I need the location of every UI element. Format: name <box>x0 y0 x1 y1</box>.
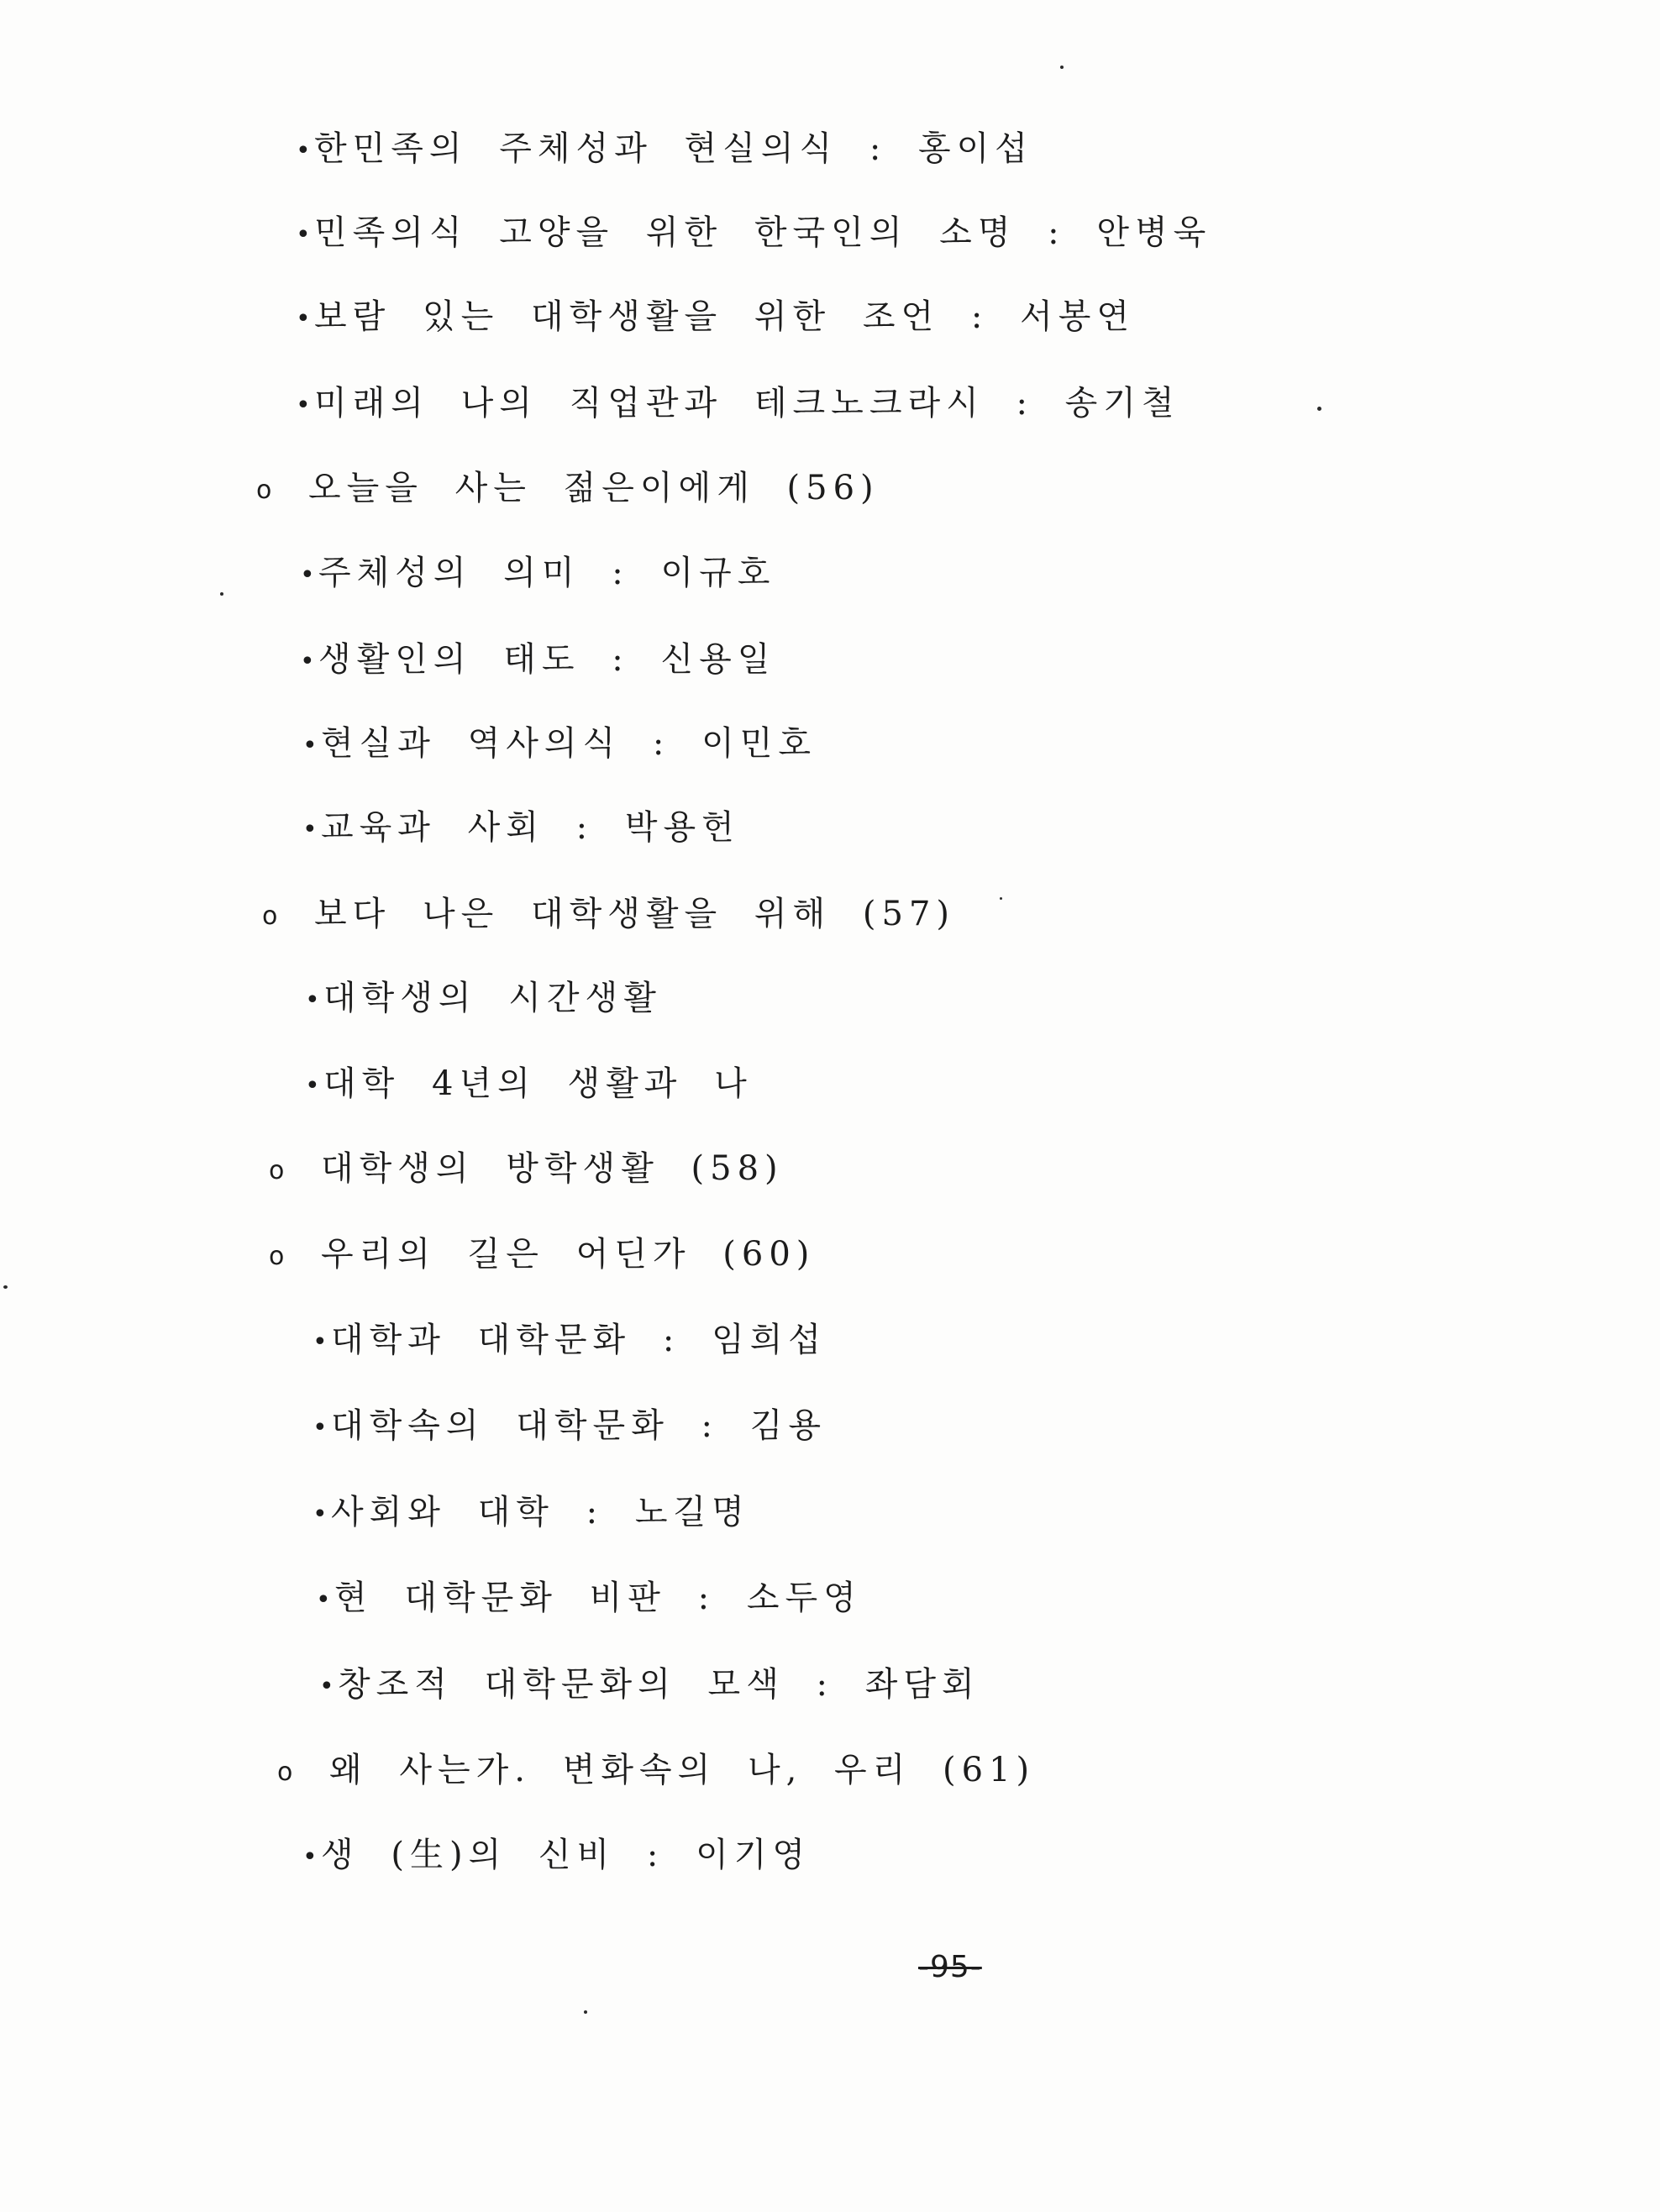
scan-speck <box>1060 66 1064 69</box>
entry-text: 대학 4년의 생활과 나 <box>323 1064 753 1103</box>
circle-mark: o <box>256 476 278 505</box>
entry-text: 대학속의 대학문화 : 김용 <box>331 1406 827 1445</box>
bullet-mark: • <box>302 731 323 760</box>
entry-text: 한민족의 주체성과 현실의식 : 홍이섭 <box>314 129 1033 168</box>
scan-speck <box>220 592 223 596</box>
entry-bullet <box>302 722 817 767</box>
entry-text: 현실과 역사의식 : 이민호 <box>321 724 817 763</box>
entry-bullet <box>296 296 1135 340</box>
entry-bullet <box>316 1577 862 1621</box>
circle-mark: o <box>262 901 284 931</box>
entry-text: 현 대학문화 비판 : 소두영 <box>334 1579 862 1617</box>
bullet-mark: • <box>296 220 317 250</box>
entry-bullet <box>302 807 740 851</box>
entry-text: 민족의식 고양을 위한 한국인의 소명 : 안병욱 <box>314 213 1212 252</box>
bullet-mark: • <box>313 1500 334 1529</box>
entry-text: 보람 있는 대학생활을 위한 조언 : 서봉연 <box>314 297 1136 336</box>
page-number: -95- <box>918 1950 982 1984</box>
scan-speck <box>1317 407 1321 411</box>
circle-mark: o <box>269 1242 291 1271</box>
entry-bullet <box>305 1063 753 1107</box>
bullet-mark: • <box>316 1585 337 1615</box>
entry-bullet <box>319 1663 980 1708</box>
scan-speck <box>3 1285 8 1289</box>
entry-text: 대학생의 시간생활 <box>323 979 662 1017</box>
bullet-mark: • <box>305 985 326 1015</box>
entry-text: 창조적 대학문화의 모색 : 좌담회 <box>338 1665 980 1704</box>
bullet-mark: • <box>296 391 317 420</box>
bullet-mark: • <box>296 304 317 334</box>
entry-text: 오늘을 사는 젊은이에게 (56) <box>308 469 880 507</box>
entry-bullet <box>296 212 1211 256</box>
entry-text: 교육과 사회 : 박용헌 <box>321 808 740 847</box>
entry-bullet <box>300 552 775 596</box>
entry-text: 생활인의 태도 : 신용일 <box>318 640 776 679</box>
bullet-mark: • <box>300 647 321 676</box>
entry-bullet <box>305 977 662 1022</box>
bullet-mark: • <box>319 1672 340 1701</box>
circle-mark: o <box>277 1758 299 1787</box>
entry-section <box>262 893 955 938</box>
entry-text: 생 (生)의 신비 : 이기영 <box>321 1836 812 1874</box>
entry-section <box>277 1749 1035 1794</box>
entry-bullet <box>300 638 775 683</box>
entry-text: 대학생의 방학생활 (58) <box>321 1149 784 1188</box>
bullet-mark: • <box>313 1327 334 1357</box>
bullet-mark: • <box>302 1842 323 1872</box>
entry-text: 사회와 대학 : 노길명 <box>331 1493 750 1532</box>
bullet-mark: • <box>305 1071 326 1101</box>
scan-speck <box>584 2010 587 2014</box>
entry-bullet <box>296 382 1180 427</box>
bullet-mark: • <box>302 815 323 844</box>
entry-bullet <box>296 128 1033 172</box>
bullet-mark: • <box>296 136 317 166</box>
entry-section <box>256 467 880 512</box>
entry-text: 주체성의 의미 : 이규호 <box>318 554 776 592</box>
scan-speck <box>1000 897 1002 900</box>
bullet-mark: • <box>300 560 321 590</box>
entry-bullet <box>302 1834 811 1878</box>
entry-bullet <box>313 1491 750 1536</box>
entry-bullet <box>313 1319 827 1363</box>
entry-bullet <box>313 1405 827 1449</box>
entry-section <box>269 1233 815 1278</box>
entry-text: 우리의 길은 어딘가 (60) <box>321 1235 816 1274</box>
entry-text: 대학과 대학문화 : 임희섭 <box>331 1321 827 1359</box>
circle-mark: o <box>269 1156 291 1185</box>
bullet-mark: • <box>313 1413 334 1442</box>
entry-text: 보다 나은 대학생활을 위해 (57) <box>314 895 956 933</box>
entry-text: 왜 사는가. 변화속의 나, 우리 (61) <box>329 1751 1036 1789</box>
entry-section <box>269 1148 784 1192</box>
entry-text: 미래의 나의 직업관과 테크노크라시 : 송기철 <box>314 384 1180 423</box>
